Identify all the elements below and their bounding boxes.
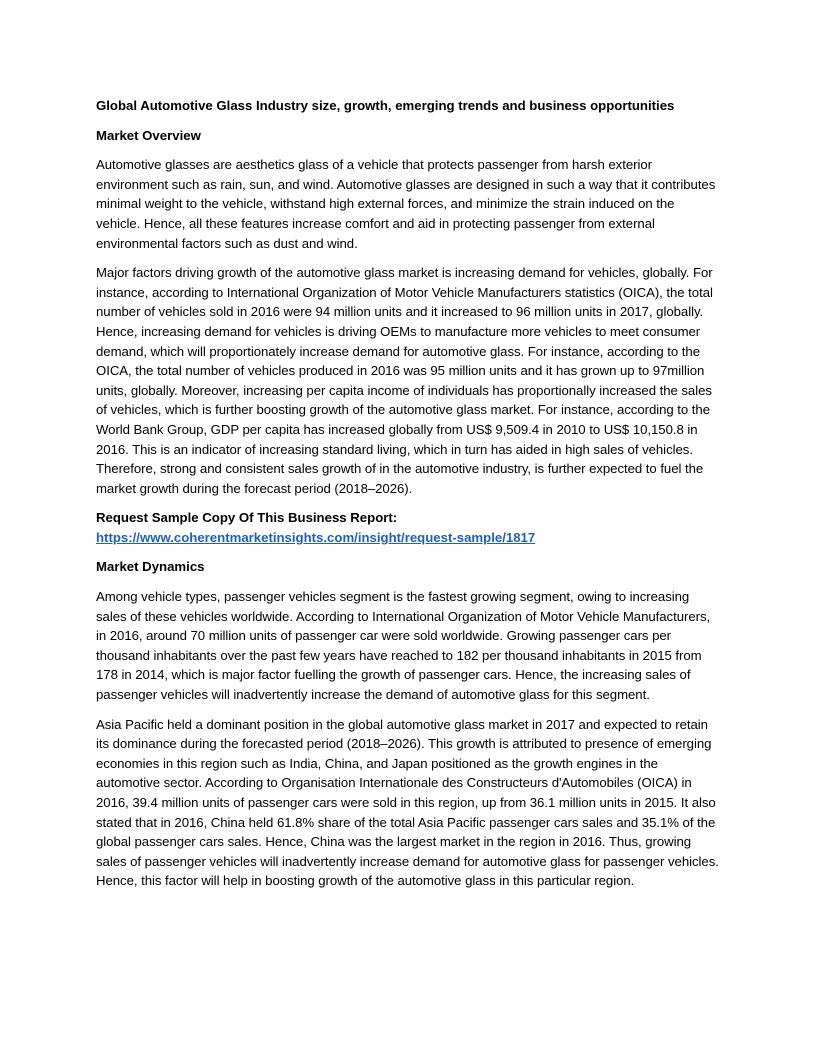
paragraph-overview-2: Major factors driving growth of the automotive glass market is increasing demand for vehicles, globally. For instance, according to International Organization of Motor Vehicle Manufacturers statistics (OICA), the total number of vehicles sold in 2016 were 94 million units and it increased to 96 million units in 2017, globally. Hence, increasing demand for vehicles is driving OEMs to manufacture more vehicles to meet consumer demand, which will proportionately increase demand for automotive glass. For instance, according to the OICA, the total number of vehicles produced in 2016 was 95 million units and it has grown up to 97million units, globally. Moreover, increasing per capita income of individuals has proportionally increased the sales of vehicles, which is further boosting growth of the automotive glass market. For instance, according to the World Bank Group, GDP per capita has increased globally from US$ 9,509.4 in 2010 to US$ 10,150.8 in 2016. This is an indicator of increasing standard living, which in turn has aided in high sales of vehicles. Therefore, strong and consistent sales growth of in the automotive industry, is further expected to fuel the market growth during the forecast period (2018–2026). [96, 265, 713, 496]
paragraph-overview-1: Automotive glasses are aesthetics glass of a vehicle that protects passenger from harsh exterior environment such as rain, sun, and wind. Automotive glasses are designed in such a way that it contributes minimal weight to the vehicle, withstand high external forces, and minimize the strain induced on the vehicle. Hence, all these features increase comfort and aid in protecting passenger from external environmental factors such as dust and wind. [96, 157, 716, 251]
request-sample-link[interactable]: https://www.coherentmarketinsights.com/insight/request-sample/1817 [96, 529, 536, 545]
request-sample-label: Request Sample Copy Of This Business Report: [96, 510, 398, 526]
paragraph-dynamics-2: Asia Pacific held a dominant position in the global automotive glass market in 2017 and expected to retain its dominance during the forecasted period (2018–2026). This growth is attributed to presence of emerging economies in this region such as India, China, and Japan positioned as the growth engines in the automotive sector. According to Organisation Internationale des Constructeurs d'Automobiles (OICA) in 2016, 39.4 million units of passenger cars were sold in this region, up from 36.1 million units in 2015. It also stated that in 2016, China held 61.8% share of the total Asia Pacific passenger cars sales and 35.1% of the global passenger cars sales. Hence, China was the largest market in the region in 2016. Thus, growing sales of passenger vehicles will inadvertently increase demand for automotive glass for passenger vehicles. Hence, this factor will help in boosting growth of the automotive glass in this particular region. [96, 716, 719, 889]
request-sample-block [96, 508, 722, 547]
paragraph-dynamics-1: Among vehicle types, passenger vehicles segment is the fastest growing segment, owing to increasing sales of these vehicles worldwide. According to International Organization of Motor Vehicle Manufacturers, in 2016, around 70 million units of passenger car were sold worldwide. Growing passenger cars per thousand inhabitants over the past few years have reached to 182 per thousand inhabitants in 2015 from 178 in 2014, which is major factor fuelling the growth of passenger cars. Hence, the increasing sales of passenger vehicles will inadvertently increase the demand of automotive glass for this segment. [96, 589, 711, 703]
document-title: Global Automotive Glass Industry size, growth, emerging trends and business opportunities [96, 98, 675, 113]
document-page [96, 96, 722, 901]
section-heading-market-overview: Market Overview [96, 127, 201, 143]
section-heading-market-dynamics: Market Dynamics [96, 559, 205, 575]
